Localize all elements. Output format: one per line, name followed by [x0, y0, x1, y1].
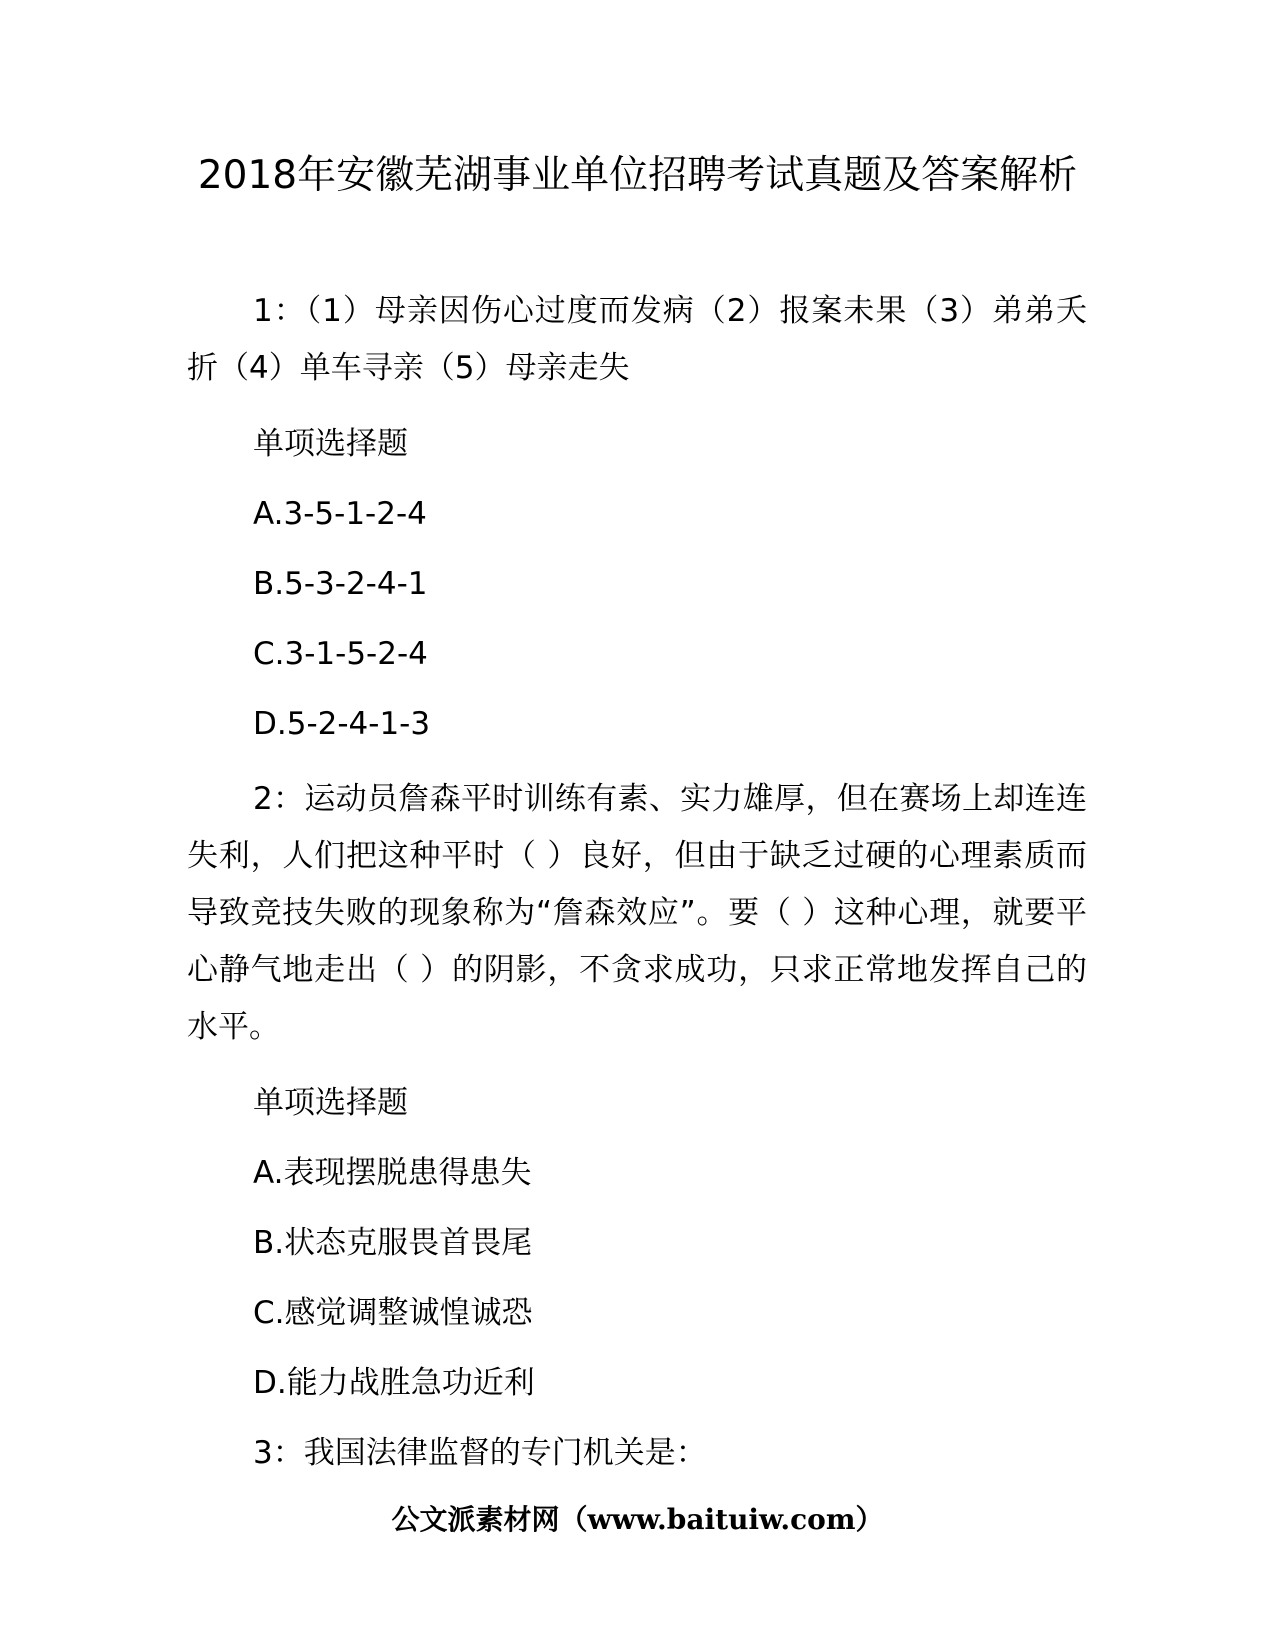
question-2-type: 单项选择题	[253, 1085, 408, 1121]
question-2-stem: 2：运动员詹森平时训练有素、实力雄厚，但在赛场上却连连失利，人们把这种平时（ ）良好，但由于缺乏过硬的心理素质而导致竞技失败的现象称为“詹森效应”。要（ ）这种心理，就要平心静气地走出（ ）的阴影，不贪求成功，只求正常地发挥自己的水平。	[187, 781, 1087, 1045]
question-1-option-b: B.5-3-2-4-1	[253, 566, 428, 602]
question-2-option-b: B.状态克服畏首畏尾	[253, 1225, 533, 1261]
question-1-option-a: A.3-5-1-2-4	[253, 496, 427, 532]
question-1-option-d: D.5-2-4-1-3	[253, 706, 431, 742]
question-2-option-d: D.能力战胜急功近利	[253, 1365, 535, 1401]
question-3-stem: 3：我国法律监督的专门机关是：	[253, 1435, 707, 1471]
page-title: 2018年安徽芜湖事业单位招聘考试真题及答案解析	[197, 153, 1078, 198]
question-3	[187, 1418, 1087, 1488]
question-list	[187, 283, 1087, 1488]
question-2-option-a: A.表现摆脱患得患失	[253, 1155, 532, 1191]
page-footer: 公文派素材网（www.baituiw.com）	[391, 1503, 884, 1536]
question-2	[187, 771, 1087, 1418]
question-1-option-c: C.3-1-5-2-4	[253, 636, 428, 672]
question-1	[187, 283, 1087, 759]
question-1-type: 单项选择题	[253, 426, 408, 462]
question-1-stem: 1：（1）母亲因伤心过度而发病（2）报案未果（3）弟弟夭折（4）单车寻亲（5）母亲走失	[187, 293, 1087, 386]
question-2-option-c: C.感觉调整诚惶诚恐	[253, 1295, 533, 1331]
